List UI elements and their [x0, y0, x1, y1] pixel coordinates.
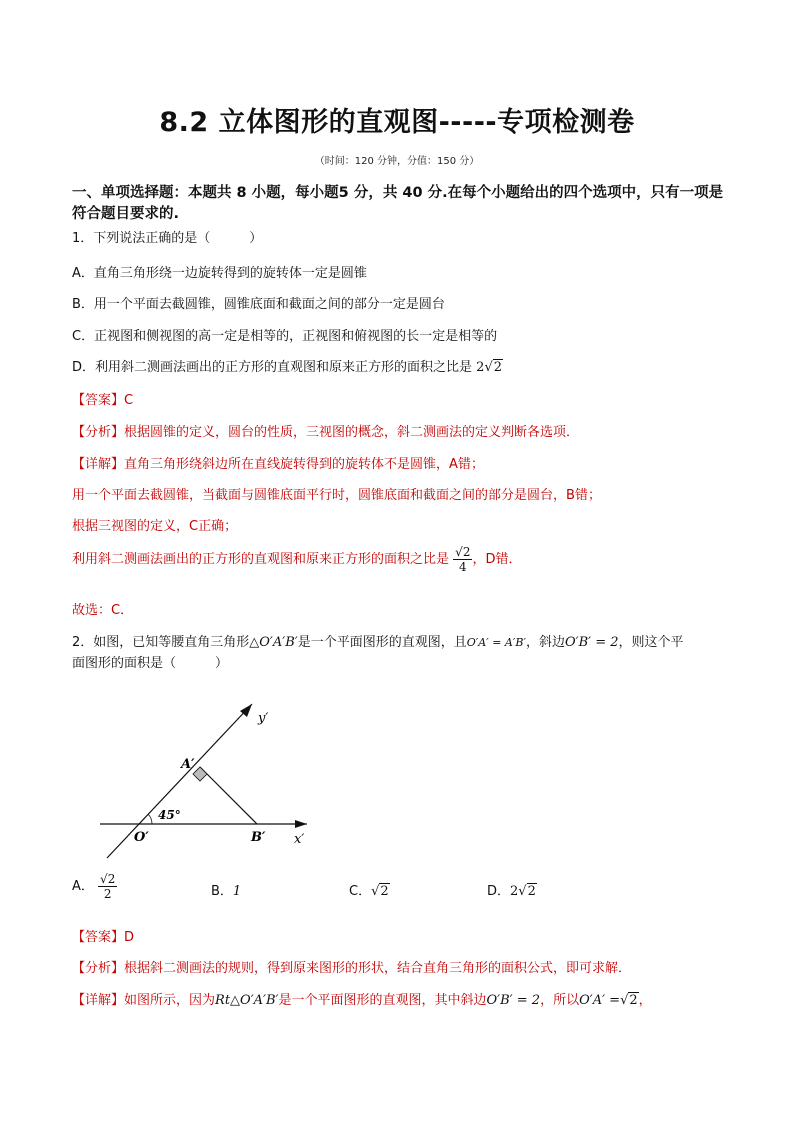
q1-option-d-rad: 2 — [493, 360, 503, 375]
q2-option-c-rad: 2 — [380, 884, 389, 899]
q1-option-c: C．正视图和侧视图的高一定是相等的，正视图和俯视图的长一定是相等的 — [72, 329, 498, 344]
q1-answer — [72, 389, 133, 408]
q2-stem-line-2: 面图形的面积是（ ） — [72, 656, 229, 671]
q2-option-d-rad: 2 — [527, 884, 536, 899]
label-y: y′ — [258, 711, 269, 726]
q2-triangle: △O′A′B′ — [249, 635, 298, 650]
q2-stem-1a: 2．如图，已知等腰直角三角形 — [72, 635, 250, 650]
q2-detail-tag: 【详解】 — [72, 993, 125, 1008]
x-axis-arrow-icon — [295, 820, 307, 828]
q1-detail-1c: 错； — [457, 457, 484, 472]
q2-stem-1c: ，斜边 — [525, 635, 565, 650]
q2-analysis-tag: 【分析】 — [72, 961, 125, 976]
q2-detail-c: ，所以 — [540, 993, 580, 1008]
q1-conclusion-end: ． — [120, 603, 134, 618]
label-o: O′ — [134, 830, 149, 845]
q2-option-d: D．2√2 — [487, 884, 536, 899]
q2-detail-rad: 2 — [629, 993, 638, 1008]
q1-detail-2a: 用一个平面去截圆锥，当截面与圆锥底面平行时，圆锥底面和截面之间的部分是圆台， — [72, 488, 567, 503]
q2-detail — [72, 989, 652, 1008]
q2-analysis — [72, 957, 631, 976]
y-axis — [107, 704, 252, 858]
q2-option-a-label: A． — [72, 879, 94, 894]
q1-detail-2b: B — [566, 488, 575, 503]
q1-detail-line-3 — [72, 515, 237, 534]
q1-detail-3b: C — [189, 519, 199, 534]
label-a: A′ — [181, 757, 195, 772]
section-heading: 一、单项选择题：本题共 8 小题，每小题5 分，共 40 分.在每个小题给出的四个选项中，只有一项是符合题目要求的. — [72, 185, 724, 222]
q1-detail-line-2 — [72, 484, 601, 503]
q2-detail-d: ， — [638, 993, 652, 1008]
q1-detail-4a: 利用斜二测画法画出的正方形的直观图和原来正方形的面积之比是 — [72, 552, 450, 567]
q2-eq-2: O′B′ = 2 — [564, 635, 619, 650]
q1-conclusion — [72, 599, 133, 618]
q2-option-c-label: C． — [349, 884, 372, 899]
q2-detail-eq2: O′A′ = — [579, 993, 621, 1008]
q1-detail-fraction: $\frac{√2}{4}$ — [455, 545, 471, 574]
q1-option-d — [72, 356, 503, 375]
q1-answer-tag: 【答案】 — [72, 393, 125, 408]
q2-detail-a: 如图所示，因为 — [124, 993, 216, 1008]
q2-answer-tag: 【答案】 — [72, 930, 125, 945]
q2-stem-1b: 是一个平面图形的直观图，且 — [297, 635, 467, 650]
q1-stem: 1．下列说法正确的是（ ） — [72, 231, 263, 246]
q2-stem-1d: ，则这个平 — [618, 635, 684, 650]
q2-option-a-num: 2 — [107, 872, 116, 886]
q2-analysis-text: 根据斜二测画法的规则，得到原来图形的形状，结合直角三角形的面积公式，即可求解． — [124, 961, 632, 976]
q1-analysis-text: 根据圆锥的定义，圆台的性质，三视图的概念，斜二测画法的定义判断各选项． — [124, 425, 580, 440]
q1-detail-4d: 错． — [495, 552, 522, 567]
q2-option-d-coef: 2 — [510, 884, 519, 899]
q1-frac-den: 4 — [458, 560, 467, 574]
q2-stem-line-1 — [72, 631, 684, 650]
q1-detail-1b: A — [449, 457, 458, 472]
label-angle: 45° — [158, 808, 181, 822]
q1-option-d-text: D．利用斜二测画法画出的正方形的直观图和原来正方形的面积之比是 — [72, 360, 473, 375]
label-b: B′ — [251, 830, 266, 845]
page-title: 8.2 立体图形的直观图-----专项检测卷 — [159, 107, 635, 138]
q2-detail-eq: O′B′ = 2 — [486, 993, 541, 1008]
q2-option-a-den: 2 — [103, 887, 112, 901]
q1-answer-value: C — [124, 393, 134, 408]
q2-option-c: C．√2 — [349, 884, 389, 899]
label-x: x′ — [294, 832, 305, 847]
q1-detail-1a: 直角三角形绕斜边所在直线旋转得到的旋转体不是圆锥， — [124, 457, 450, 472]
q1-detail-line-1 — [72, 453, 484, 472]
q1-detail-4b: ， — [472, 552, 486, 567]
q1-analysis-tag: 【分析】 — [72, 425, 125, 440]
q2-detail-rt: Rt△O′A′B′ — [215, 993, 279, 1008]
q2-option-b-value: 1 — [232, 884, 242, 899]
q1-detail-3c: 正确； — [198, 519, 238, 534]
q1-detail-2c: 错； — [574, 488, 601, 503]
q2-eq-1: O′A′ = A′B′ — [466, 636, 526, 649]
q1-frac-num: 2 — [462, 545, 471, 559]
q1-option-a: A．直角三角形绕一边旋转得到的旋转体一定是圆锥 — [72, 266, 367, 281]
angle-arc — [148, 814, 152, 824]
q2-option-b — [211, 880, 241, 899]
q2-detail-b: 是一个平面图形的直观图，其中斜边 — [278, 993, 487, 1008]
q1-conclusion-text: 故选： — [72, 603, 112, 618]
exam-meta: （时间：120 分钟，分值：150 分） — [314, 156, 480, 167]
q2-option-a-fraction: $\frac{√2}{2}$ — [100, 872, 116, 901]
q2-option-d-label: D． — [487, 884, 511, 899]
q2-answer-value: D — [124, 930, 135, 945]
q2-detail-sqrt: √2 — [620, 993, 638, 1008]
q1-option-b: B．用一个平面去截圆锥，圆锥底面和截面之间的部分一定是圆台 — [72, 297, 445, 312]
q2-option-b-label: B． — [211, 884, 233, 899]
q2-answer — [72, 926, 134, 945]
q1-detail-4c: D — [485, 552, 496, 567]
q2-figure — [92, 690, 322, 875]
q1-conclusion-value: C — [111, 603, 121, 618]
q1-option-d-coef: 2 — [476, 360, 485, 375]
q1-option-d-expr: 2√2 — [476, 360, 503, 375]
q2-option-a — [72, 872, 117, 901]
segment-a-b — [200, 767, 257, 824]
right-angle-mark — [193, 767, 207, 781]
q1-detail-tag: 【详解】 — [72, 457, 125, 472]
q1-detail-3a: 根据三视图的定义， — [72, 519, 190, 534]
q1-analysis — [72, 421, 579, 440]
q1-detail-line-4 — [72, 545, 522, 574]
